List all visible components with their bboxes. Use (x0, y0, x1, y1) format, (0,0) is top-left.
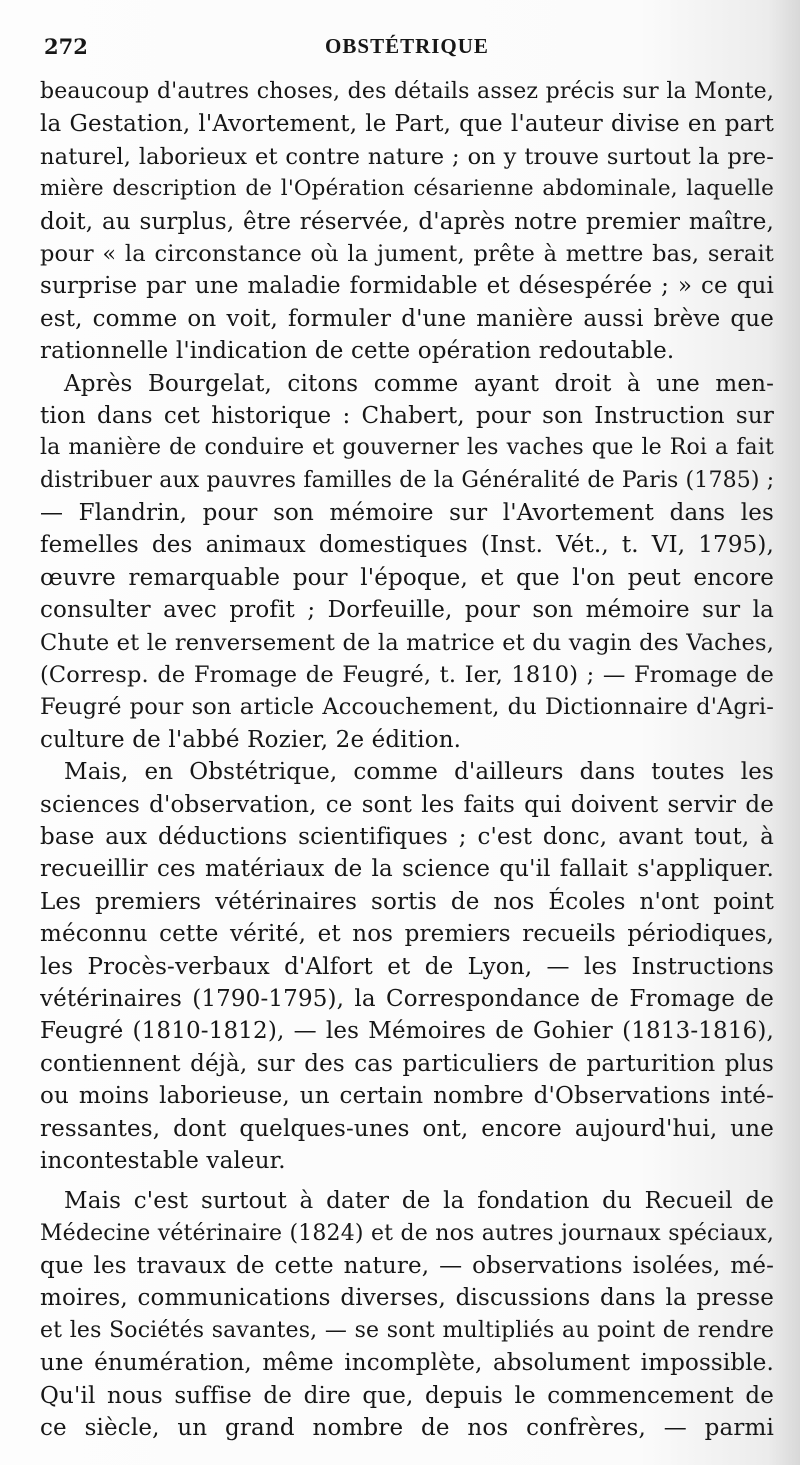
text-line: ce siècle, un grand nombre de nos confrères, — parmi (40, 1415, 774, 1442)
text-line: pour « la circonstance où la jument, prête à mettre bas, serait (40, 240, 774, 267)
text-line: et les Sociétés savantes, — se sont multipliés au point de rendre (40, 1317, 774, 1343)
text-line: est, comme on voit, formuler d'une manière aussi brève que (40, 305, 774, 332)
paragraph-4 (40, 1185, 774, 1444)
text-line: femelles des animaux domestiques (Inst. Vét., t. VI, 1795), (40, 532, 774, 559)
body-text (40, 76, 774, 1444)
text-line: méconnu cette vérité, et nos premiers recueils périodiques, (40, 921, 774, 948)
text-line: une énumération, même incomplète, absolument impossible. (40, 1350, 774, 1377)
text-line: naturel, laborieux et contre nature ; on y trouve surtout la pre- (40, 143, 774, 170)
text-line: consulter avec profit ; Dorfeuille, pour son mémoire sur la (40, 597, 774, 624)
text-line: rationnelle l'indication de cette opération redoutable. (40, 338, 675, 365)
text-line: sciences d'observation, ce sont les faits qui doivent servir de (40, 791, 774, 818)
text-line: Qu'il nous suffise de dire que, depuis le commencement de (40, 1382, 774, 1409)
text-line: vétérinaires (1790-1795), la Correspondance de Fromage de (40, 985, 774, 1012)
running-title: OBSTÉTRIQUE (325, 34, 489, 58)
running-header (40, 34, 774, 74)
text-line: que les travaux de cette nature, — observations isolées, mé- (40, 1253, 774, 1280)
text-line: — Flandrin, pour son mémoire sur l'Avortement dans les (40, 500, 774, 527)
text-line: la Gestation, l'Avortement, le Part, que l'auteur divise en part (40, 111, 774, 138)
text-line: la manière de conduire et gouverner les vaches que le Roi a fait (40, 435, 774, 461)
text-line: œuvre remarquable pour l'époque, et que l'on peut encore (40, 564, 774, 591)
text-line: Les premiers vétérinaires sortis de nos Écoles n'ont point (40, 888, 774, 915)
text-line: beaucoup d'autres choses, des détails assez précis sur la Monte, (40, 79, 774, 104)
text-line: Chute et le renversement de la matrice et du vagin des Vaches, (40, 629, 774, 656)
text-line: incontestable valeur. (40, 1147, 286, 1174)
text-line: Feugré (1810-1812), — les Mémoires de Gohier (1813-1816), (40, 1018, 774, 1045)
text-line: mière description de l'Opération césarienne abdominale, laquelle (40, 176, 774, 202)
paragraph-1 (40, 76, 774, 368)
text-line: Mais, en Obstétrique, comme d'ailleurs dans toutes les (64, 759, 774, 786)
text-line: surprise par une maladie formidable et désespérée ; » ce qui (40, 273, 774, 300)
paragraph-2 (40, 368, 774, 757)
text-line: doit, au surplus, être réservée, d'après notre premier maître, (40, 208, 774, 235)
text-line: Mais c'est surtout à dater de la fondation du Recueil de (64, 1188, 774, 1215)
text-line: contiennent déjà, sur des cas particuliers de parturition plus (40, 1050, 774, 1077)
text-line: base aux déductions scientifiques ; c'est donc, avant tout, à (40, 823, 774, 850)
text-line: (Corresp. de Fromage de Feugré, t. Ier, 1810) ; — Fromage de (40, 662, 774, 689)
text-line: tion dans cet historique : Chabert, pour son Instruction sur (40, 402, 774, 429)
text-line: ressantes, dont quelques-unes ont, encore aujourd'hui, une (40, 1115, 774, 1142)
page-number: 272 (44, 34, 88, 59)
text-line: Après Bourgelat, citons comme ayant droit à une men- (64, 370, 774, 397)
paragraph-3 (40, 756, 774, 1177)
text-line: distribuer aux pauvres familles de la Généralité de Paris (1785) ; (40, 467, 774, 493)
text-line: Médecine vétérinaire (1824) et de nos autres journaux spéciaux, (40, 1220, 774, 1246)
text-line: moires, communications diverses, discussions dans la presse (40, 1285, 774, 1312)
text-line: culture de l'abbé Rozier, 2e édition. (40, 726, 462, 753)
text-line: Feugré pour son article Accouchement, du Dictionnaire d'Agri- (40, 694, 774, 721)
paragraph-gap (40, 1177, 774, 1185)
text-line: les Procès-verbaux d'Alfort et de Lyon, — les Instructions (40, 953, 774, 980)
text-line: recueillir ces matériaux de la science qu'il fallait s'appliquer. (40, 856, 774, 883)
text-line: ou moins laborieuse, un certain nombre d'Observations inté- (40, 1083, 774, 1110)
